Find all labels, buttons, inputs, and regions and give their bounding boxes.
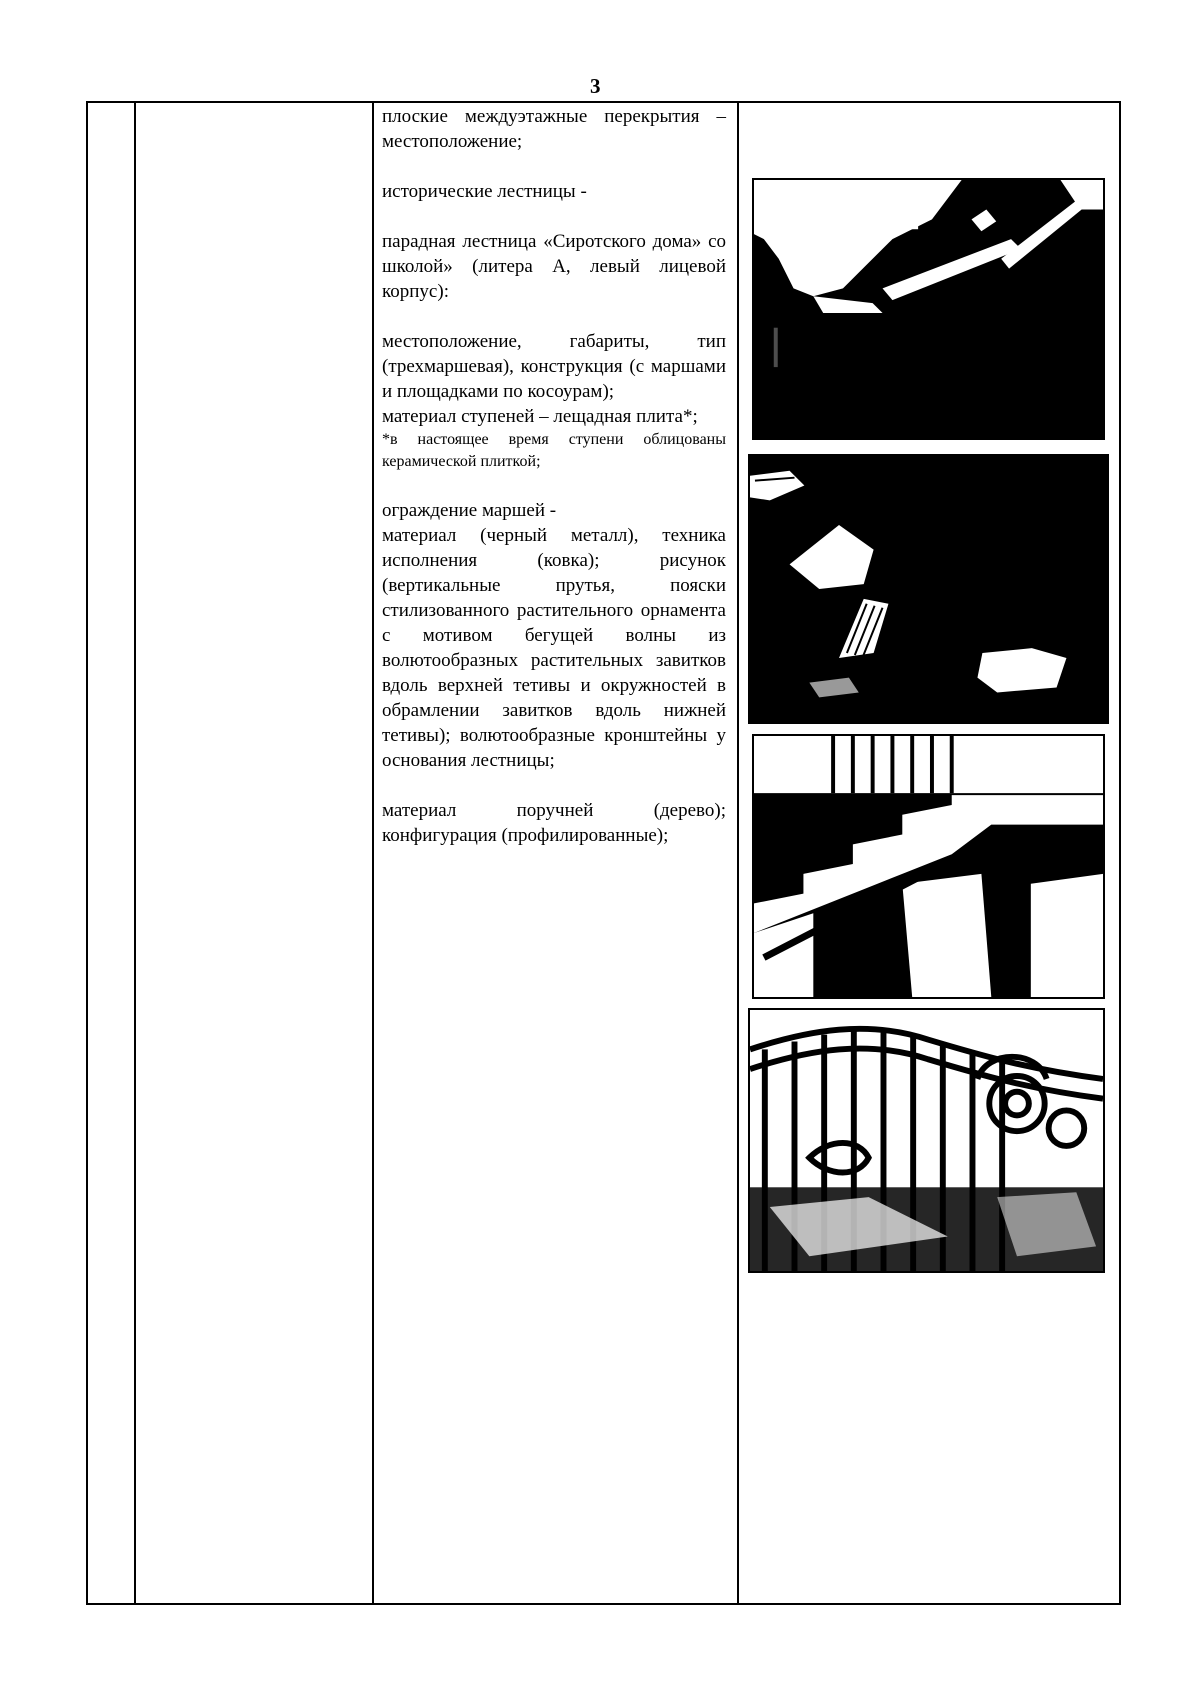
step-material-text: материал ступеней – лещадная плита*; (382, 406, 698, 427)
railing-details-text: материал (черный металл), техника исполнения (ковка); рисунок (вертикальные прутья, пояски стилизованного растительного орнамента с мотивом бегущей волны из волютообразных растительных завитков вдоль верхней тетивы и окружностей в обрамлении завитков вдоль нижней тетивы); волютообразные кронштейны у основания лестницы; (382, 525, 726, 771)
railing-ornament-photo (748, 1008, 1105, 1273)
stair-well-photo (748, 454, 1109, 724)
handrail-text: материал поручней (дерево); конфигурация (профилированные); (382, 800, 726, 846)
step-note-text: *в настоящее время ступени облицованы керамической плиткой; (382, 431, 726, 470)
column-divider (372, 103, 374, 1603)
stair-ceiling-image (754, 180, 1103, 438)
railing-ornament-image (750, 1010, 1103, 1271)
stairs-heading: исторические лестницы - (382, 181, 587, 202)
stair-ceiling-photo (752, 178, 1105, 440)
stair-features-text: местоположение, габариты, тип (трехмаршевая), конструкция (с маршами и площадками по косоурам); (382, 331, 726, 402)
description-column (382, 104, 726, 848)
page-number: 3 (590, 74, 601, 98)
stair-flight-image (754, 736, 1103, 997)
floors-text: плоские междуэтажные перекрытия – местоположение; (382, 106, 726, 152)
stair-flight-photo (752, 734, 1105, 999)
stair-well-image (750, 456, 1107, 722)
column-divider (134, 103, 136, 1603)
railing-heading: ограждение маршей - (382, 500, 557, 521)
column-divider (737, 103, 739, 1603)
main-stair-text: парадная лестница «Сиротского дома» со школой» (литера А, левый лицевой корпус): (382, 231, 726, 302)
